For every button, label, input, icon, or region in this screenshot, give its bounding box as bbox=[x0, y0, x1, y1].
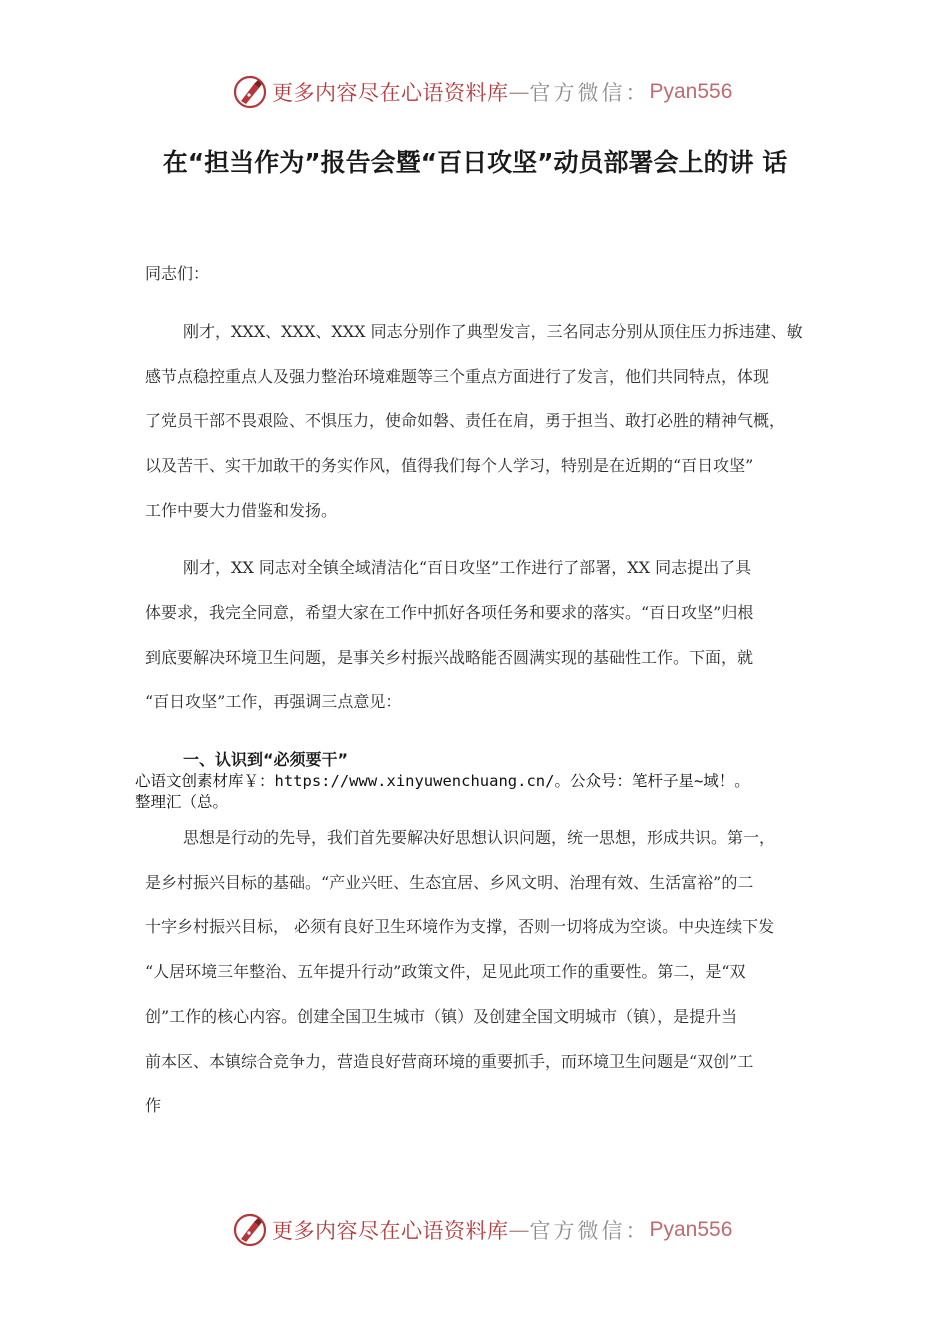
banner-main-text: 更多内容尽在心语资料库 bbox=[272, 81, 509, 105]
pen-nib-icon bbox=[232, 74, 268, 110]
banner-main-text: 更多内容尽在心语资料库 bbox=[272, 1219, 509, 1243]
banner-separator: — bbox=[508, 80, 530, 104]
paragraph-1-line: 刚才，XXX、XXX、XXX 同志分别作了典型发言，三名同志分别从顶住压力拆违建、敏 bbox=[183, 322, 803, 341]
paragraph-3-line: “人居环境三年整治、五年提升行动”政策文件，足见此项工作的重要性。第二，是“双 bbox=[145, 962, 746, 981]
paragraph-1-line: 感节点稳控重点人及强力整治环境难题等三个重点方面进行了发言，他们共同特点，体现 bbox=[145, 367, 770, 386]
paragraph-3-line: 前本区、本镇综合竞争力，营造良好营商环境的重要抓手，而环境卫生问题是“双创”工 bbox=[145, 1052, 754, 1071]
banner-official-label: 官方微信： bbox=[529, 1219, 650, 1243]
banner-wechat-id: Pyan556 bbox=[649, 80, 733, 103]
banner-wechat-id: Pyan556 bbox=[649, 1218, 733, 1241]
footer-banner bbox=[232, 1210, 732, 1250]
document-title: 在“担当作为”报告会暨“百日攻坚”动员部署会上的讲 话 bbox=[162, 148, 788, 177]
ad-line: 整理汇（总。 bbox=[135, 793, 229, 811]
paragraph-3-line: 创”工作的核心内容。创建全国卫生城市（镇）及创建全国文明城市（镇），是提升当 bbox=[145, 1007, 738, 1026]
paragraph-3-line: 是乡村振兴目标的基础。“产业兴旺、生态宜居、乡风文明、治理有效、生活富裕”的二 bbox=[145, 873, 754, 892]
salutation: 同志们： bbox=[145, 264, 210, 283]
paragraph-3-line: 思想是行动的先导，我们首先要解决好思想认识问题，统一思想，形成共识。第一， bbox=[183, 828, 776, 847]
header-banner bbox=[232, 72, 732, 112]
ad-line: 心语文创素材库￥：https://www.xinyuwenchuang.cn/。公众号：笔杆子星~域！。 bbox=[135, 772, 750, 790]
paragraph-3-line: 作 bbox=[145, 1096, 162, 1115]
paragraph-2-line: 刚才，XX 同志对全镇全域清洁化“百日攻坚”工作进行了部署，XX 同志提出了具 bbox=[183, 558, 752, 577]
paragraph-1-line: 以及苦干、实干加敢干的务实作风，值得我们每个人学习，特别是在近期的“百日攻坚” bbox=[145, 456, 754, 475]
pen-nib-icon bbox=[232, 1212, 268, 1248]
paragraph-1-line: 了党员干部不畏艰险、不惧压力，使命如磐、责任在肩，勇于担当、敢打必胜的精神气概， bbox=[145, 411, 786, 430]
banner-official-label: 官方微信： bbox=[529, 81, 650, 105]
paragraph-2-line: 体要求，我完全同意，希望大家在工作中抓好各项任务和要求的落实。“百日攻坚”归根 bbox=[145, 603, 754, 622]
paragraph-2-line: “百日攻坚”工作，再强调三点意见： bbox=[145, 692, 402, 711]
paragraph-3-line: 十字乡村振兴目标， 必须有良好卫生环境作为支撑，否则一切将成为空谈。中央连续下发 bbox=[145, 917, 775, 936]
section-heading-1: 一、认识到“必须要干” bbox=[183, 750, 349, 769]
banner-separator: — bbox=[508, 1218, 530, 1242]
paragraph-1-line: 工作中要大力借鉴和发扬。 bbox=[145, 501, 338, 520]
paragraph-2-line: 到底要解决环境卫生问题，是事关乡村振兴战略能否圆满实现的基础性工作。下面，就 bbox=[145, 648, 754, 667]
